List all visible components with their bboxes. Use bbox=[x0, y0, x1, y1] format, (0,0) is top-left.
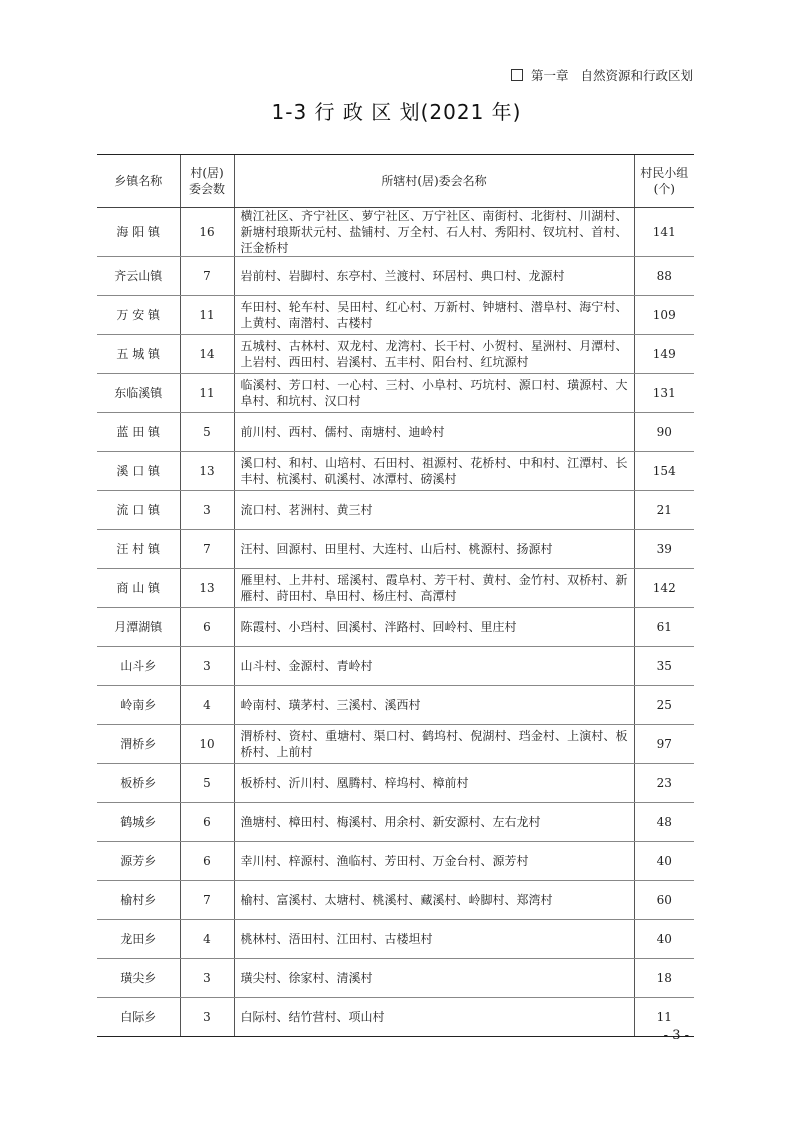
town-cell: 山斗乡 bbox=[97, 647, 180, 686]
table-row bbox=[97, 413, 694, 452]
table-row bbox=[97, 725, 694, 764]
groups-cell: 21 bbox=[634, 491, 694, 530]
village-names-cell: 榆村、富溪村、太塘村、桃溪村、藏溪村、岭脚村、郑湾村 bbox=[234, 881, 634, 920]
count-cell: 10 bbox=[180, 725, 234, 764]
count-cell: 16 bbox=[180, 208, 234, 257]
table-row bbox=[97, 842, 694, 881]
town-cell: 海 阳 镇 bbox=[97, 208, 180, 257]
groups-cell: 11 bbox=[634, 998, 694, 1037]
town-cell: 五 城 镇 bbox=[97, 335, 180, 374]
town-cell: 商 山 镇 bbox=[97, 569, 180, 608]
town-cell: 岭南乡 bbox=[97, 686, 180, 725]
village-names-cell: 板桥村、沂川村、凰腾村、梓坞村、樟前村 bbox=[234, 764, 634, 803]
town-cell: 璜尖乡 bbox=[97, 959, 180, 998]
village-names-cell: 渔塘村、樟田村、梅溪村、用余村、新安源村、左右龙村 bbox=[234, 803, 634, 842]
village-names-cell: 白际村、结竹营村、项山村 bbox=[234, 998, 634, 1037]
groups-cell: 131 bbox=[634, 374, 694, 413]
square-bullet-icon bbox=[511, 69, 523, 81]
table-row bbox=[97, 608, 694, 647]
running-header bbox=[511, 66, 693, 84]
groups-cell: 25 bbox=[634, 686, 694, 725]
groups-cell: 61 bbox=[634, 608, 694, 647]
count-cell: 14 bbox=[180, 335, 234, 374]
village-names-cell: 璜尖村、徐家村、清溪村 bbox=[234, 959, 634, 998]
table-row bbox=[97, 647, 694, 686]
town-cell: 白际乡 bbox=[97, 998, 180, 1037]
town-cell: 齐云山镇 bbox=[97, 257, 180, 296]
count-cell: 7 bbox=[180, 881, 234, 920]
admin-division-table-wrapper bbox=[97, 154, 694, 1037]
admin-division-table bbox=[97, 155, 694, 1036]
groups-cell: 154 bbox=[634, 452, 694, 491]
groups-cell: 141 bbox=[634, 208, 694, 257]
village-names-cell: 五城村、古林村、双龙村、龙湾村、长干村、小贺村、星洲村、月潭村、上岩村、西田村、岩溪村、五丰村、阳台村、红坑源村 bbox=[234, 335, 634, 374]
table-row bbox=[97, 569, 694, 608]
town-cell: 流 口 镇 bbox=[97, 491, 180, 530]
count-cell: 13 bbox=[180, 569, 234, 608]
count-cell: 4 bbox=[180, 686, 234, 725]
groups-cell: 48 bbox=[634, 803, 694, 842]
table-row bbox=[97, 803, 694, 842]
town-cell: 龙田乡 bbox=[97, 920, 180, 959]
count-cell: 5 bbox=[180, 764, 234, 803]
table-row bbox=[97, 998, 694, 1037]
count-cell: 3 bbox=[180, 647, 234, 686]
town-cell: 渭桥乡 bbox=[97, 725, 180, 764]
village-names-cell: 横江社区、齐宁社区、萝宁社区、万宁社区、南街村、北街村、川湖村、新塘村琅斯状元村、盐铺村、万全村、石人村、秀阳村、钗坑村、首村、汪金桥村 bbox=[234, 208, 634, 257]
town-cell: 榆村乡 bbox=[97, 881, 180, 920]
village-names-cell: 雁里村、上井村、瑶溪村、霞阜村、芳干村、黄村、金竹村、双桥村、新雁村、莳田村、阜田村、杨庄村、高潭村 bbox=[234, 569, 634, 608]
village-names-cell: 陈霞村、小珰村、回溪村、泮路村、回岭村、里庄村 bbox=[234, 608, 634, 647]
table-row bbox=[97, 530, 694, 569]
groups-cell: 97 bbox=[634, 725, 694, 764]
header-count: 村(居)委会数 bbox=[180, 155, 234, 208]
table-row bbox=[97, 296, 694, 335]
header-groups: 村民小组(个) bbox=[634, 155, 694, 208]
groups-cell: 35 bbox=[634, 647, 694, 686]
village-names-cell: 山斗村、金源村、青岭村 bbox=[234, 647, 634, 686]
village-names-cell: 汪村、回源村、田里村、大连村、山后村、桃源村、扬源村 bbox=[234, 530, 634, 569]
groups-cell: 18 bbox=[634, 959, 694, 998]
groups-cell: 149 bbox=[634, 335, 694, 374]
count-cell: 11 bbox=[180, 296, 234, 335]
table-row bbox=[97, 959, 694, 998]
groups-cell: 109 bbox=[634, 296, 694, 335]
page-number: - 3 - bbox=[663, 1028, 689, 1043]
town-cell: 月潭湖镇 bbox=[97, 608, 180, 647]
town-cell: 板桥乡 bbox=[97, 764, 180, 803]
village-names-cell: 流口村、茗洲村、黄三村 bbox=[234, 491, 634, 530]
table-row bbox=[97, 491, 694, 530]
village-names-cell: 幸川村、梓源村、渔临村、芳田村、万金台村、源芳村 bbox=[234, 842, 634, 881]
groups-cell: 39 bbox=[634, 530, 694, 569]
table-row bbox=[97, 764, 694, 803]
village-names-cell: 溪口村、和村、山培村、石田村、祖源村、花桥村、中和村、江潭村、长丰村、杭溪村、矶溪村、冰潭村、磅溪村 bbox=[234, 452, 634, 491]
table-row bbox=[97, 686, 694, 725]
count-cell: 13 bbox=[180, 452, 234, 491]
groups-cell: 40 bbox=[634, 842, 694, 881]
count-cell: 3 bbox=[180, 491, 234, 530]
village-names-cell: 车田村、轮车村、吴田村、红心村、万新村、钟塘村、潜阜村、海宁村、上黄村、南潜村、古楼村 bbox=[234, 296, 634, 335]
groups-cell: 40 bbox=[634, 920, 694, 959]
village-names-cell: 临溪村、芳口村、一心村、三村、小阜村、巧坑村、源口村、璜源村、大阜村、和坑村、汉口村 bbox=[234, 374, 634, 413]
page-title: 1-3 行 政 区 划(2021 年) bbox=[271, 100, 522, 124]
count-cell: 7 bbox=[180, 530, 234, 569]
count-cell: 11 bbox=[180, 374, 234, 413]
town-cell: 万 安 镇 bbox=[97, 296, 180, 335]
town-cell: 汪 村 镇 bbox=[97, 530, 180, 569]
count-cell: 7 bbox=[180, 257, 234, 296]
table-row bbox=[97, 374, 694, 413]
count-cell: 6 bbox=[180, 842, 234, 881]
village-names-cell: 岩前村、岩脚村、东亭村、兰渡村、环居村、典口村、龙源村 bbox=[234, 257, 634, 296]
count-cell: 6 bbox=[180, 608, 234, 647]
town-cell: 蓝 田 镇 bbox=[97, 413, 180, 452]
table-row bbox=[97, 335, 694, 374]
count-cell: 5 bbox=[180, 413, 234, 452]
village-names-cell: 前川村、西村、儒村、南塘村、迪岭村 bbox=[234, 413, 634, 452]
header-names: 所辖村(居)委会名称 bbox=[234, 155, 634, 208]
village-names-cell: 渭桥村、资村、重塘村、渠口村、鹤坞村、倪湖村、珰金村、上演村、板桥村、上前村 bbox=[234, 725, 634, 764]
groups-cell: 90 bbox=[634, 413, 694, 452]
village-names-cell: 桃林村、浯田村、江田村、古楼坦村 bbox=[234, 920, 634, 959]
table-row bbox=[97, 881, 694, 920]
count-cell: 4 bbox=[180, 920, 234, 959]
count-cell: 3 bbox=[180, 998, 234, 1037]
chapter-title: 自然资源和行政区划 bbox=[580, 68, 693, 83]
groups-cell: 142 bbox=[634, 569, 694, 608]
town-cell: 鹤城乡 bbox=[97, 803, 180, 842]
count-cell: 6 bbox=[180, 803, 234, 842]
table-header-row bbox=[97, 155, 694, 208]
groups-cell: 88 bbox=[634, 257, 694, 296]
header-town: 乡镇名称 bbox=[97, 155, 180, 208]
table-row bbox=[97, 257, 694, 296]
groups-cell: 23 bbox=[634, 764, 694, 803]
town-cell: 源芳乡 bbox=[97, 842, 180, 881]
town-cell: 东临溪镇 bbox=[97, 374, 180, 413]
town-cell: 溪 口 镇 bbox=[97, 452, 180, 491]
table-row bbox=[97, 452, 694, 491]
groups-cell: 60 bbox=[634, 881, 694, 920]
table-row bbox=[97, 920, 694, 959]
table-body bbox=[97, 208, 694, 1037]
count-cell: 3 bbox=[180, 959, 234, 998]
village-names-cell: 岭南村、璜茅村、三溪村、溪西村 bbox=[234, 686, 634, 725]
chapter-label: 第一章 bbox=[530, 68, 569, 83]
table-row bbox=[97, 208, 694, 257]
